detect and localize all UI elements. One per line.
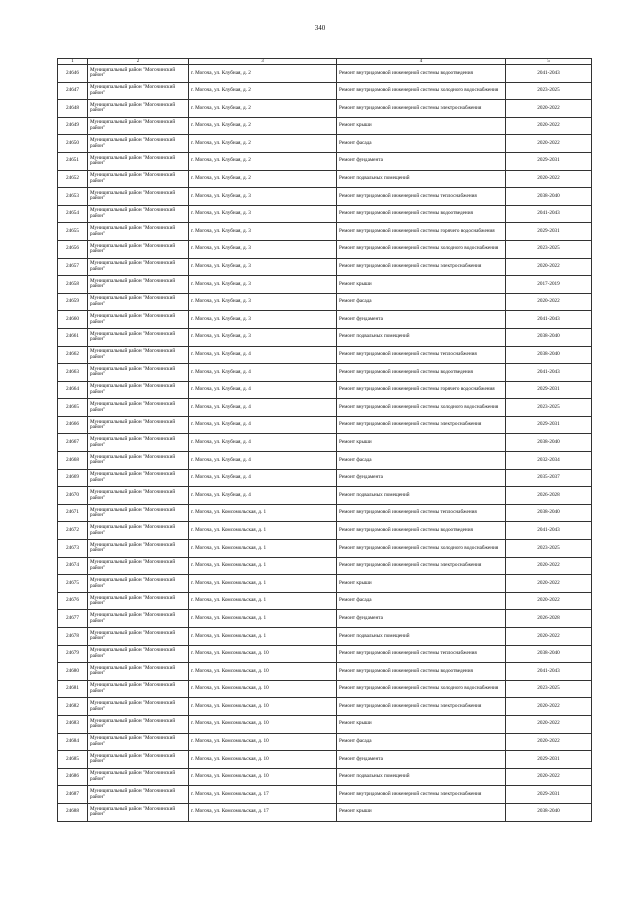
- work-type-cell: Ремонт внутридомовой инженерной системы теплоснабжения: [337, 645, 506, 663]
- period-cell: 2038-2040: [506, 188, 592, 206]
- period-cell: 2020-2022: [506, 170, 592, 188]
- row-number: 24655: [58, 223, 88, 241]
- row-number: 24666: [58, 416, 88, 434]
- municipality-cell: Муниципальный район "Могочинский район": [88, 135, 189, 153]
- table-row: [58, 645, 592, 663]
- address-cell: г. Могоча, ул. Комсомольская, д. 10: [189, 768, 337, 786]
- municipality-cell: Муниципальный район "Могочинский район": [88, 152, 189, 170]
- work-type-cell: Ремонт внутридомовой инженерной системы водоотведения: [337, 522, 506, 540]
- row-number: 24670: [58, 487, 88, 505]
- work-type-cell: Ремонт фундамента: [337, 751, 506, 769]
- municipality-cell: Муниципальный район "Могочинский район": [88, 540, 189, 558]
- address-cell: г. Могоча, ул. Клубная, д. 4: [189, 487, 337, 505]
- column-header: 5: [506, 59, 592, 65]
- period-cell: 2038-2040: [506, 328, 592, 346]
- address-cell: г. Могоча, ул. Комсомольская, д. 1: [189, 504, 337, 522]
- row-number: 24675: [58, 575, 88, 593]
- row-number: 24650: [58, 135, 88, 153]
- work-type-cell: Ремонт подвальных помещений: [337, 487, 506, 505]
- work-type-cell: Ремонт фундамента: [337, 311, 506, 329]
- period-cell: 2041-2043: [506, 311, 592, 329]
- period-cell: 2041-2043: [506, 364, 592, 382]
- municipality-cell: Муниципальный район "Могочинский район": [88, 170, 189, 188]
- work-type-cell: Ремонт внутридомовой инженерной системы водоотведения: [337, 65, 506, 83]
- address-cell: г. Могоча, ул. Клубная, д. 3: [189, 293, 337, 311]
- row-number: 24659: [58, 293, 88, 311]
- address-cell: г. Могоча, ул. Клубная, д. 4: [189, 469, 337, 487]
- row-number: 24656: [58, 240, 88, 258]
- table-row: [58, 610, 592, 628]
- work-type-cell: Ремонт подвальных помещений: [337, 328, 506, 346]
- work-type-cell: Ремонт крыши: [337, 117, 506, 135]
- municipality-cell: Муниципальный район "Могочинский район": [88, 680, 189, 698]
- municipality-cell: Муниципальный район "Могочинский район": [88, 434, 189, 452]
- municipality-cell: Муниципальный район "Могочинский район": [88, 751, 189, 769]
- row-number: 24678: [58, 628, 88, 646]
- table-row: [58, 188, 592, 206]
- work-type-cell: Ремонт фасада: [337, 293, 506, 311]
- row-number: 24671: [58, 504, 88, 522]
- work-type-cell: Ремонт внутридомовой инженерной системы холодного водоснабжения: [337, 540, 506, 558]
- address-cell: г. Могоча, ул. Комсомольская, д. 1: [189, 557, 337, 575]
- municipality-cell: Муниципальный район "Могочинский район": [88, 645, 189, 663]
- work-type-cell: Ремонт внутридомовой инженерной системы теплоснабжения: [337, 188, 506, 206]
- address-cell: г. Могоча, ул. Комсомольская, д. 10: [189, 715, 337, 733]
- work-type-cell: Ремонт внутридомовой инженерной системы холодного водоснабжения: [337, 680, 506, 698]
- municipality-cell: Муниципальный район "Могочинский район": [88, 522, 189, 540]
- address-cell: г. Могоча, ул. Клубная, д. 4: [189, 346, 337, 364]
- work-type-cell: Ремонт фундамента: [337, 152, 506, 170]
- work-type-cell: Ремонт фундамента: [337, 610, 506, 628]
- table-row: [58, 522, 592, 540]
- municipality-cell: Муниципальный район "Могочинский район": [88, 276, 189, 294]
- work-type-cell: Ремонт фасада: [337, 592, 506, 610]
- work-type-cell: Ремонт внутридомовой инженерной системы холодного водоснабжения: [337, 82, 506, 100]
- address-cell: г. Могоча, ул. Комсомольская, д. 10: [189, 751, 337, 769]
- row-number: 24653: [58, 188, 88, 206]
- municipality-cell: Муниципальный район "Могочинский район": [88, 504, 189, 522]
- period-cell: 2020-2022: [506, 715, 592, 733]
- period-cell: 2020-2022: [506, 768, 592, 786]
- address-cell: г. Могоча, ул. Комсомольская, д. 1: [189, 592, 337, 610]
- row-number: 24685: [58, 751, 88, 769]
- period-cell: 2041-2043: [506, 205, 592, 223]
- work-type-cell: Ремонт фасада: [337, 135, 506, 153]
- municipality-cell: Муниципальный район "Могочинский район": [88, 698, 189, 716]
- period-cell: 2029-2031: [506, 381, 592, 399]
- period-cell: 2020-2022: [506, 733, 592, 751]
- address-cell: г. Могоча, ул. Комсомольская, д. 10: [189, 733, 337, 751]
- address-cell: г. Могоча, ул. Клубная, д. 4: [189, 399, 337, 417]
- row-number: 24674: [58, 557, 88, 575]
- work-type-cell: Ремонт крыши: [337, 434, 506, 452]
- period-cell: 2029-2031: [506, 416, 592, 434]
- table-row: [58, 293, 592, 311]
- row-number: 24680: [58, 663, 88, 681]
- address-cell: г. Могоча, ул. Клубная, д. 3: [189, 188, 337, 206]
- row-number: 24665: [58, 399, 88, 417]
- work-type-cell: Ремонт внутридомовой инженерной системы водоотведения: [337, 205, 506, 223]
- work-type-cell: Ремонт внутридомовой инженерной системы водоотведения: [337, 364, 506, 382]
- municipality-cell: Муниципальный район "Могочинский район": [88, 258, 189, 276]
- municipality-cell: Муниципальный район "Могочинский район": [88, 452, 189, 470]
- table-row: [58, 258, 592, 276]
- table-row: [58, 469, 592, 487]
- row-number: 24660: [58, 311, 88, 329]
- row-number: 24673: [58, 540, 88, 558]
- address-cell: г. Могоча, ул. Комсомольская, д. 10: [189, 645, 337, 663]
- period-cell: 2023-2025: [506, 240, 592, 258]
- page-number: 340: [314, 24, 326, 32]
- table-row: [58, 399, 592, 417]
- address-cell: г. Могоча, ул. Клубная, д. 2: [189, 170, 337, 188]
- period-cell: 2041-2043: [506, 65, 592, 83]
- period-cell: 2020-2022: [506, 698, 592, 716]
- period-cell: 2041-2043: [506, 663, 592, 681]
- work-type-cell: Ремонт фасада: [337, 452, 506, 470]
- row-number: 24667: [58, 434, 88, 452]
- address-cell: г. Могоча, ул. Комсомольская, д. 1: [189, 610, 337, 628]
- period-cell: 2038-2040: [506, 504, 592, 522]
- table-row: [58, 381, 592, 399]
- municipality-cell: Муниципальный район "Могочинский район": [88, 311, 189, 329]
- address-cell: г. Могоча, ул. Клубная, д. 4: [189, 416, 337, 434]
- table-row: [58, 311, 592, 329]
- column-header: 4: [337, 59, 506, 65]
- table-row: [58, 487, 592, 505]
- municipality-cell: Муниципальный район "Могочинский район": [88, 364, 189, 382]
- address-cell: г. Могоча, ул. Клубная, д. 3: [189, 240, 337, 258]
- table-row: [58, 768, 592, 786]
- period-cell: 2020-2022: [506, 293, 592, 311]
- row-number: 24676: [58, 592, 88, 610]
- row-number: 24668: [58, 452, 88, 470]
- municipality-cell: Муниципальный район "Могочинский район": [88, 346, 189, 364]
- row-number: 24688: [58, 803, 88, 821]
- work-type-cell: Ремонт фундамента: [337, 469, 506, 487]
- table-row: [58, 135, 592, 153]
- municipality-cell: Муниципальный район "Могочинский район": [88, 487, 189, 505]
- municipality-cell: Муниципальный район "Могочинский район": [88, 328, 189, 346]
- address-cell: г. Могоча, ул. Клубная, д. 3: [189, 311, 337, 329]
- table-row: [58, 628, 592, 646]
- row-number: 24672: [58, 522, 88, 540]
- address-cell: г. Могоча, ул. Комсомольская, д. 1: [189, 575, 337, 593]
- row-number: 24663: [58, 364, 88, 382]
- address-cell: г. Могоча, ул. Клубная, д. 4: [189, 452, 337, 470]
- period-cell: 2017-2019: [506, 276, 592, 294]
- period-cell: 2020-2022: [506, 100, 592, 118]
- municipality-cell: Муниципальный район "Могочинский район": [88, 715, 189, 733]
- work-type-cell: Ремонт внутридомовой инженерной системы холодного водоснабжения: [337, 399, 506, 417]
- period-cell: 2041-2043: [506, 522, 592, 540]
- table-row: [58, 346, 592, 364]
- work-type-cell: Ремонт внутридомовой инженерной системы теплоснабжения: [337, 504, 506, 522]
- municipality-cell: Муниципальный район "Могочинский район": [88, 469, 189, 487]
- municipality-cell: Муниципальный район "Могочинский район": [88, 786, 189, 804]
- row-number: 24669: [58, 469, 88, 487]
- work-type-cell: Ремонт внутридомовой инженерной системы горячего водоснабжения: [337, 223, 506, 241]
- row-number: 24647: [58, 82, 88, 100]
- table-row: [58, 452, 592, 470]
- work-type-cell: Ремонт внутридомовой инженерной системы водоотведения: [337, 663, 506, 681]
- row-number: 24683: [58, 715, 88, 733]
- table-row: [58, 557, 592, 575]
- address-cell: г. Могоча, ул. Комсомольская, д. 1: [189, 628, 337, 646]
- period-cell: 2029-2031: [506, 786, 592, 804]
- column-header: 2: [88, 59, 189, 65]
- table-row: [58, 205, 592, 223]
- municipality-cell: Муниципальный район "Могочинский район": [88, 399, 189, 417]
- table-row: [58, 364, 592, 382]
- table-row: [58, 170, 592, 188]
- period-cell: 2020-2022: [506, 117, 592, 135]
- row-number: 24646: [58, 65, 88, 83]
- table-row: [58, 504, 592, 522]
- address-cell: г. Могоча, ул. Клубная, д. 3: [189, 205, 337, 223]
- table-row: [58, 328, 592, 346]
- table-row: [58, 786, 592, 804]
- period-cell: 2023-2025: [506, 82, 592, 100]
- work-type-cell: Ремонт подвальных помещений: [337, 170, 506, 188]
- municipality-cell: Муниципальный район "Могочинский район": [88, 416, 189, 434]
- municipality-cell: Муниципальный район "Могочинский район": [88, 592, 189, 610]
- municipality-cell: Муниципальный район "Могочинский район": [88, 610, 189, 628]
- period-cell: 2020-2022: [506, 575, 592, 593]
- period-cell: 2035-2037: [506, 469, 592, 487]
- address-cell: г. Могоча, ул. Комсомольская, д. 1: [189, 540, 337, 558]
- table-row: [58, 100, 592, 118]
- period-cell: 2020-2022: [506, 557, 592, 575]
- municipality-cell: Муниципальный район "Могочинский район": [88, 65, 189, 83]
- table-row: [58, 434, 592, 452]
- table-row: [58, 751, 592, 769]
- municipality-cell: Муниципальный район "Могочинский район": [88, 240, 189, 258]
- municipality-cell: Муниципальный район "Могочинский район": [88, 768, 189, 786]
- address-cell: г. Могоча, ул. Клубная, д. 2: [189, 100, 337, 118]
- row-number: 24679: [58, 645, 88, 663]
- work-type-cell: Ремонт внутридомовой инженерной системы холодного водоснабжения: [337, 240, 506, 258]
- table-row: [58, 715, 592, 733]
- work-type-cell: Ремонт фасада: [337, 733, 506, 751]
- period-cell: 2032-2034: [506, 452, 592, 470]
- address-cell: г. Могоча, ул. Клубная, д. 3: [189, 276, 337, 294]
- row-number: 24687: [58, 786, 88, 804]
- period-cell: 2020-2022: [506, 258, 592, 276]
- row-number: 24662: [58, 346, 88, 364]
- municipality-cell: Муниципальный район "Могочинский район": [88, 557, 189, 575]
- municipality-cell: Муниципальный район "Могочинский район": [88, 100, 189, 118]
- table-row: [58, 680, 592, 698]
- work-type-cell: Ремонт крыши: [337, 276, 506, 294]
- address-cell: г. Могоча, ул. Клубная, д. 3: [189, 258, 337, 276]
- table-row: [58, 65, 592, 83]
- municipality-cell: Муниципальный район "Могочинский район": [88, 628, 189, 646]
- address-cell: г. Могоча, ул. Комсомольская, д. 17: [189, 786, 337, 804]
- row-number: 24686: [58, 768, 88, 786]
- column-header: 3: [189, 59, 337, 65]
- work-type-cell: Ремонт внутридомовой инженерной системы электроснабжения: [337, 557, 506, 575]
- table-row: [58, 416, 592, 434]
- period-cell: 2026-2028: [506, 487, 592, 505]
- address-cell: г. Могоча, ул. Комсомольская, д. 10: [189, 680, 337, 698]
- address-cell: г. Могоча, ул. Клубная, д. 4: [189, 381, 337, 399]
- period-cell: 2020-2022: [506, 135, 592, 153]
- row-number: 24677: [58, 610, 88, 628]
- municipality-cell: Муниципальный район "Могочинский район": [88, 663, 189, 681]
- row-number: 24681: [58, 680, 88, 698]
- table-row: [58, 698, 592, 716]
- municipality-cell: Муниципальный район "Могочинский район": [88, 803, 189, 821]
- period-cell: 2038-2040: [506, 803, 592, 821]
- row-number: 24664: [58, 381, 88, 399]
- table-body: [58, 65, 592, 822]
- address-cell: г. Могоча, ул. Клубная, д. 2: [189, 152, 337, 170]
- period-cell: 2023-2025: [506, 540, 592, 558]
- work-type-cell: Ремонт подвальных помещений: [337, 768, 506, 786]
- table-row: [58, 240, 592, 258]
- work-type-cell: Ремонт внутридомовой инженерной системы электроснабжения: [337, 698, 506, 716]
- period-cell: 2023-2025: [506, 680, 592, 698]
- repair-schedule-table: [57, 58, 592, 822]
- period-cell: 2038-2040: [506, 645, 592, 663]
- table-row: [58, 223, 592, 241]
- row-number: 24661: [58, 328, 88, 346]
- address-cell: г. Могоча, ул. Комсомольская, д. 17: [189, 803, 337, 821]
- table-row: [58, 117, 592, 135]
- municipality-cell: Муниципальный район "Могочинский район": [88, 293, 189, 311]
- work-type-cell: Ремонт крыши: [337, 575, 506, 593]
- row-number: 24648: [58, 100, 88, 118]
- table-row: [58, 803, 592, 821]
- table-row: [58, 276, 592, 294]
- address-cell: г. Могоча, ул. Клубная, д. 2: [189, 65, 337, 83]
- address-cell: г. Могоча, ул. Клубная, д. 2: [189, 135, 337, 153]
- row-number: 24682: [58, 698, 88, 716]
- address-cell: г. Могоча, ул. Клубная, д. 3: [189, 223, 337, 241]
- row-number: 24658: [58, 276, 88, 294]
- address-cell: г. Могоча, ул. Клубная, д. 2: [189, 117, 337, 135]
- address-cell: г. Могоча, ул. Комсомольская, д. 1: [189, 522, 337, 540]
- row-number: 24649: [58, 117, 88, 135]
- row-number: 24654: [58, 205, 88, 223]
- municipality-cell: Муниципальный район "Могочинский район": [88, 381, 189, 399]
- column-header: 1: [58, 59, 88, 65]
- address-cell: г. Могоча, ул. Клубная, д. 2: [189, 82, 337, 100]
- table-row: [58, 575, 592, 593]
- period-cell: 2038-2040: [506, 346, 592, 364]
- period-cell: 2023-2025: [506, 399, 592, 417]
- table-row: [58, 82, 592, 100]
- work-type-cell: Ремонт крыши: [337, 715, 506, 733]
- address-cell: г. Могоча, ул. Клубная, д. 3: [189, 328, 337, 346]
- period-cell: 2020-2022: [506, 592, 592, 610]
- period-cell: 2038-2040: [506, 434, 592, 452]
- work-type-cell: Ремонт внутридомовой инженерной системы электроснабжения: [337, 100, 506, 118]
- municipality-cell: Муниципальный район "Могочинский район": [88, 82, 189, 100]
- work-type-cell: Ремонт внутридомовой инженерной системы электроснабжения: [337, 786, 506, 804]
- work-type-cell: Ремонт подвальных помещений: [337, 628, 506, 646]
- row-number: 24657: [58, 258, 88, 276]
- period-cell: 2020-2022: [506, 628, 592, 646]
- address-cell: г. Могоча, ул. Клубная, д. 4: [189, 434, 337, 452]
- municipality-cell: Муниципальный район "Могочинский район": [88, 205, 189, 223]
- work-type-cell: Ремонт крыши: [337, 803, 506, 821]
- municipality-cell: Муниципальный район "Могочинский район": [88, 575, 189, 593]
- table-row: [58, 592, 592, 610]
- address-cell: г. Могоча, ул. Комсомольская, д. 10: [189, 698, 337, 716]
- period-cell: 2029-2031: [506, 152, 592, 170]
- table-row: [58, 540, 592, 558]
- work-type-cell: Ремонт внутридомовой инженерной системы теплоснабжения: [337, 346, 506, 364]
- address-cell: г. Могоча, ул. Клубная, д. 4: [189, 364, 337, 382]
- work-type-cell: Ремонт внутридомовой инженерной системы электроснабжения: [337, 416, 506, 434]
- municipality-cell: Муниципальный район "Могочинский район": [88, 117, 189, 135]
- period-cell: 2029-2031: [506, 223, 592, 241]
- row-number: 24684: [58, 733, 88, 751]
- row-number: 24651: [58, 152, 88, 170]
- table-row: [58, 733, 592, 751]
- municipality-cell: Муниципальный район "Могочинский район": [88, 188, 189, 206]
- period-cell: 2029-2031: [506, 751, 592, 769]
- table-row: [58, 152, 592, 170]
- work-type-cell: Ремонт внутридомовой инженерной системы электроснабжения: [337, 258, 506, 276]
- work-type-cell: Ремонт внутридомовой инженерной системы горячего водоснабжения: [337, 381, 506, 399]
- municipality-cell: Муниципальный район "Могочинский район": [88, 733, 189, 751]
- row-number: 24652: [58, 170, 88, 188]
- period-cell: 2026-2028: [506, 610, 592, 628]
- address-cell: г. Могоча, ул. Комсомольская, д. 10: [189, 663, 337, 681]
- table-row: [58, 663, 592, 681]
- municipality-cell: Муниципальный район "Могочинский район": [88, 223, 189, 241]
